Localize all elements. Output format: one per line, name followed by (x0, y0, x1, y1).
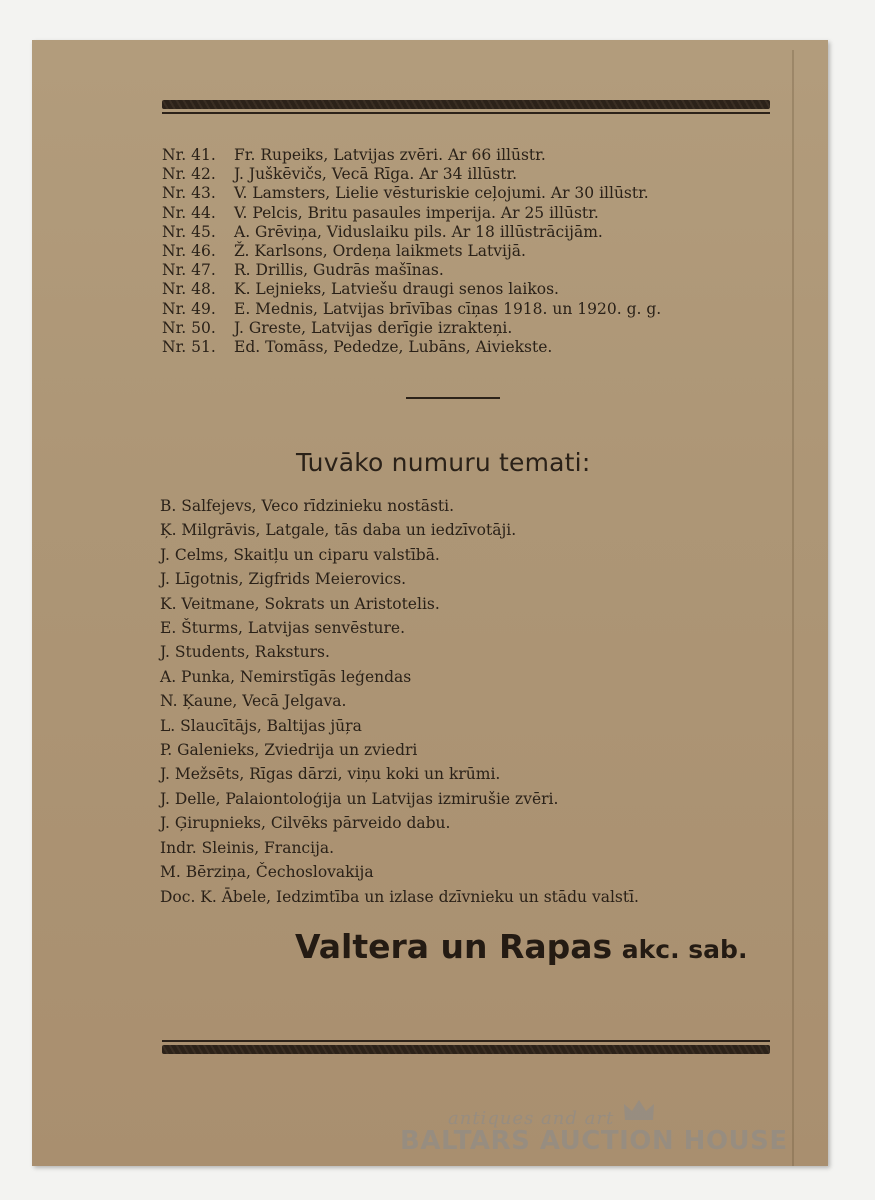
ornamental-rule-bottom (162, 1040, 770, 1054)
series-number: Nr. 44. (162, 203, 216, 222)
list-item: J. Students, Raksturs. (160, 643, 330, 662)
rule-thin-line (162, 1040, 770, 1042)
series-number: Nr. 47. (162, 261, 216, 280)
series-title: J. Juškēvičs, Vecā Rīga. Ar 34 illūstr. (234, 165, 518, 184)
list-item: J. Līgotnis, Zigfrids Meierovics. (160, 570, 407, 589)
list-item (162, 261, 802, 280)
list-item: Ķ. Milgrāvis, Latgale, tās daba un iedzīvotāji. (160, 521, 517, 540)
series-number: Nr. 42. (162, 165, 216, 184)
list-item (162, 319, 802, 338)
rule-thick-bar (162, 1045, 770, 1054)
auction-watermark (400, 1108, 800, 1168)
list-item (162, 146, 802, 165)
list-item: J. Ģirupnieks, Cilvēks pārveido dabu. (160, 814, 451, 833)
series-number: Nr. 50. (162, 318, 216, 337)
list-item (162, 300, 802, 319)
series-number: Nr. 48. (162, 280, 216, 299)
series-title: E. Mednis, Latvijas brīvības cīņas 1918. un 1920. g. g. (234, 299, 662, 318)
crown-icon (622, 1098, 656, 1124)
list-item (162, 204, 802, 223)
series-number: Nr. 46. (162, 242, 216, 261)
series-number: Nr. 43. (162, 184, 216, 203)
list-item: Indr. Sleinis, Francija. (160, 838, 335, 857)
publisher-suffix: akc. sab. (621, 935, 748, 964)
series-title: J. Greste, Latvijas derīgie izrakteņi. (234, 318, 513, 337)
series-title: Fr. Rupeiks, Latvijas zvēri. Ar 66 illūstr. (234, 146, 546, 164)
series-title: A. Grēviņa, Viduslaiku pils. Ar 18 illūstrācijām. (234, 222, 603, 241)
list-item (162, 165, 802, 184)
watermark-name: BALTARS AUCTION HOUSE (400, 1126, 788, 1156)
series-number: Nr. 41. (162, 146, 216, 164)
list-item: A. Punka, Nemirstīgās leģendas (160, 667, 412, 686)
list-item (162, 184, 802, 203)
rule-thick-bar (162, 100, 770, 109)
rule-thin-line (162, 112, 770, 114)
series-number: Nr. 49. (162, 299, 216, 318)
list-item (162, 242, 802, 261)
list-item (162, 223, 802, 242)
list-item: J. Delle, Palaiontoloģija un Latvijas izmirušie zvēri. (160, 789, 559, 808)
upcoming-list (160, 494, 820, 909)
list-item: J. Mežsēts, Rīgas dārzi, viņu koki un krūmi. (160, 765, 501, 784)
list-item (162, 280, 802, 299)
series-title: V. Lamsters, Lielie vēsturiskie ceļojumi. Ar 30 illūstr. (234, 184, 649, 203)
series-number: Nr. 45. (162, 222, 216, 241)
series-number: Nr. 51. (162, 338, 216, 357)
ornamental-rule-top (162, 100, 770, 114)
upcoming-heading: Tuvāko numuru temati: (296, 448, 591, 477)
list-item (162, 338, 802, 357)
list-item: K. Veitmane, Sokrats un Aristotelis. (160, 594, 440, 613)
booklet-back-cover (32, 40, 828, 1166)
list-item: M. Bērziņa, Čechoslovakija (160, 863, 374, 882)
series-title: Ž. Karlsons, Ordeņa laikmets Latvijā. (234, 242, 526, 261)
list-item: E. Šturms, Latvijas senvēsture. (160, 619, 406, 638)
watermark-tagline: antiques and art (448, 1108, 615, 1129)
list-item: P. Galenieks, Zviedrija un zviedri (160, 741, 418, 760)
publisher-imprint (295, 927, 747, 966)
series-title: V. Pelcis, Britu pasaules imperija. Ar 25 illūstr. (234, 203, 599, 222)
list-item: L. Slaucītājs, Baltijas jūŗa (160, 716, 362, 735)
series-title: K. Lejnieks, Latviešu draugi senos laikos. (234, 280, 559, 299)
list-item: Doc. K. Ābele, Iedzimtība un izlase dzīvnieku un stādu valstī. (160, 887, 639, 906)
section-divider (406, 397, 500, 399)
series-title: Ed. Tomāss, Pededze, Lubāns, Aiviekste. (234, 338, 553, 357)
list-item: B. Salfejevs, Veco rīdzinieku nostāsti. (160, 497, 455, 515)
series-list (162, 146, 802, 357)
series-title: R. Drillis, Gudrās mašīnas. (234, 261, 444, 280)
list-item: N. Ķaune, Vecā Jelgava. (160, 692, 347, 711)
list-item: J. Celms, Skaitļu un ciparu valstībā. (160, 545, 440, 564)
publisher-name: Valtera un Rapas (295, 927, 613, 966)
